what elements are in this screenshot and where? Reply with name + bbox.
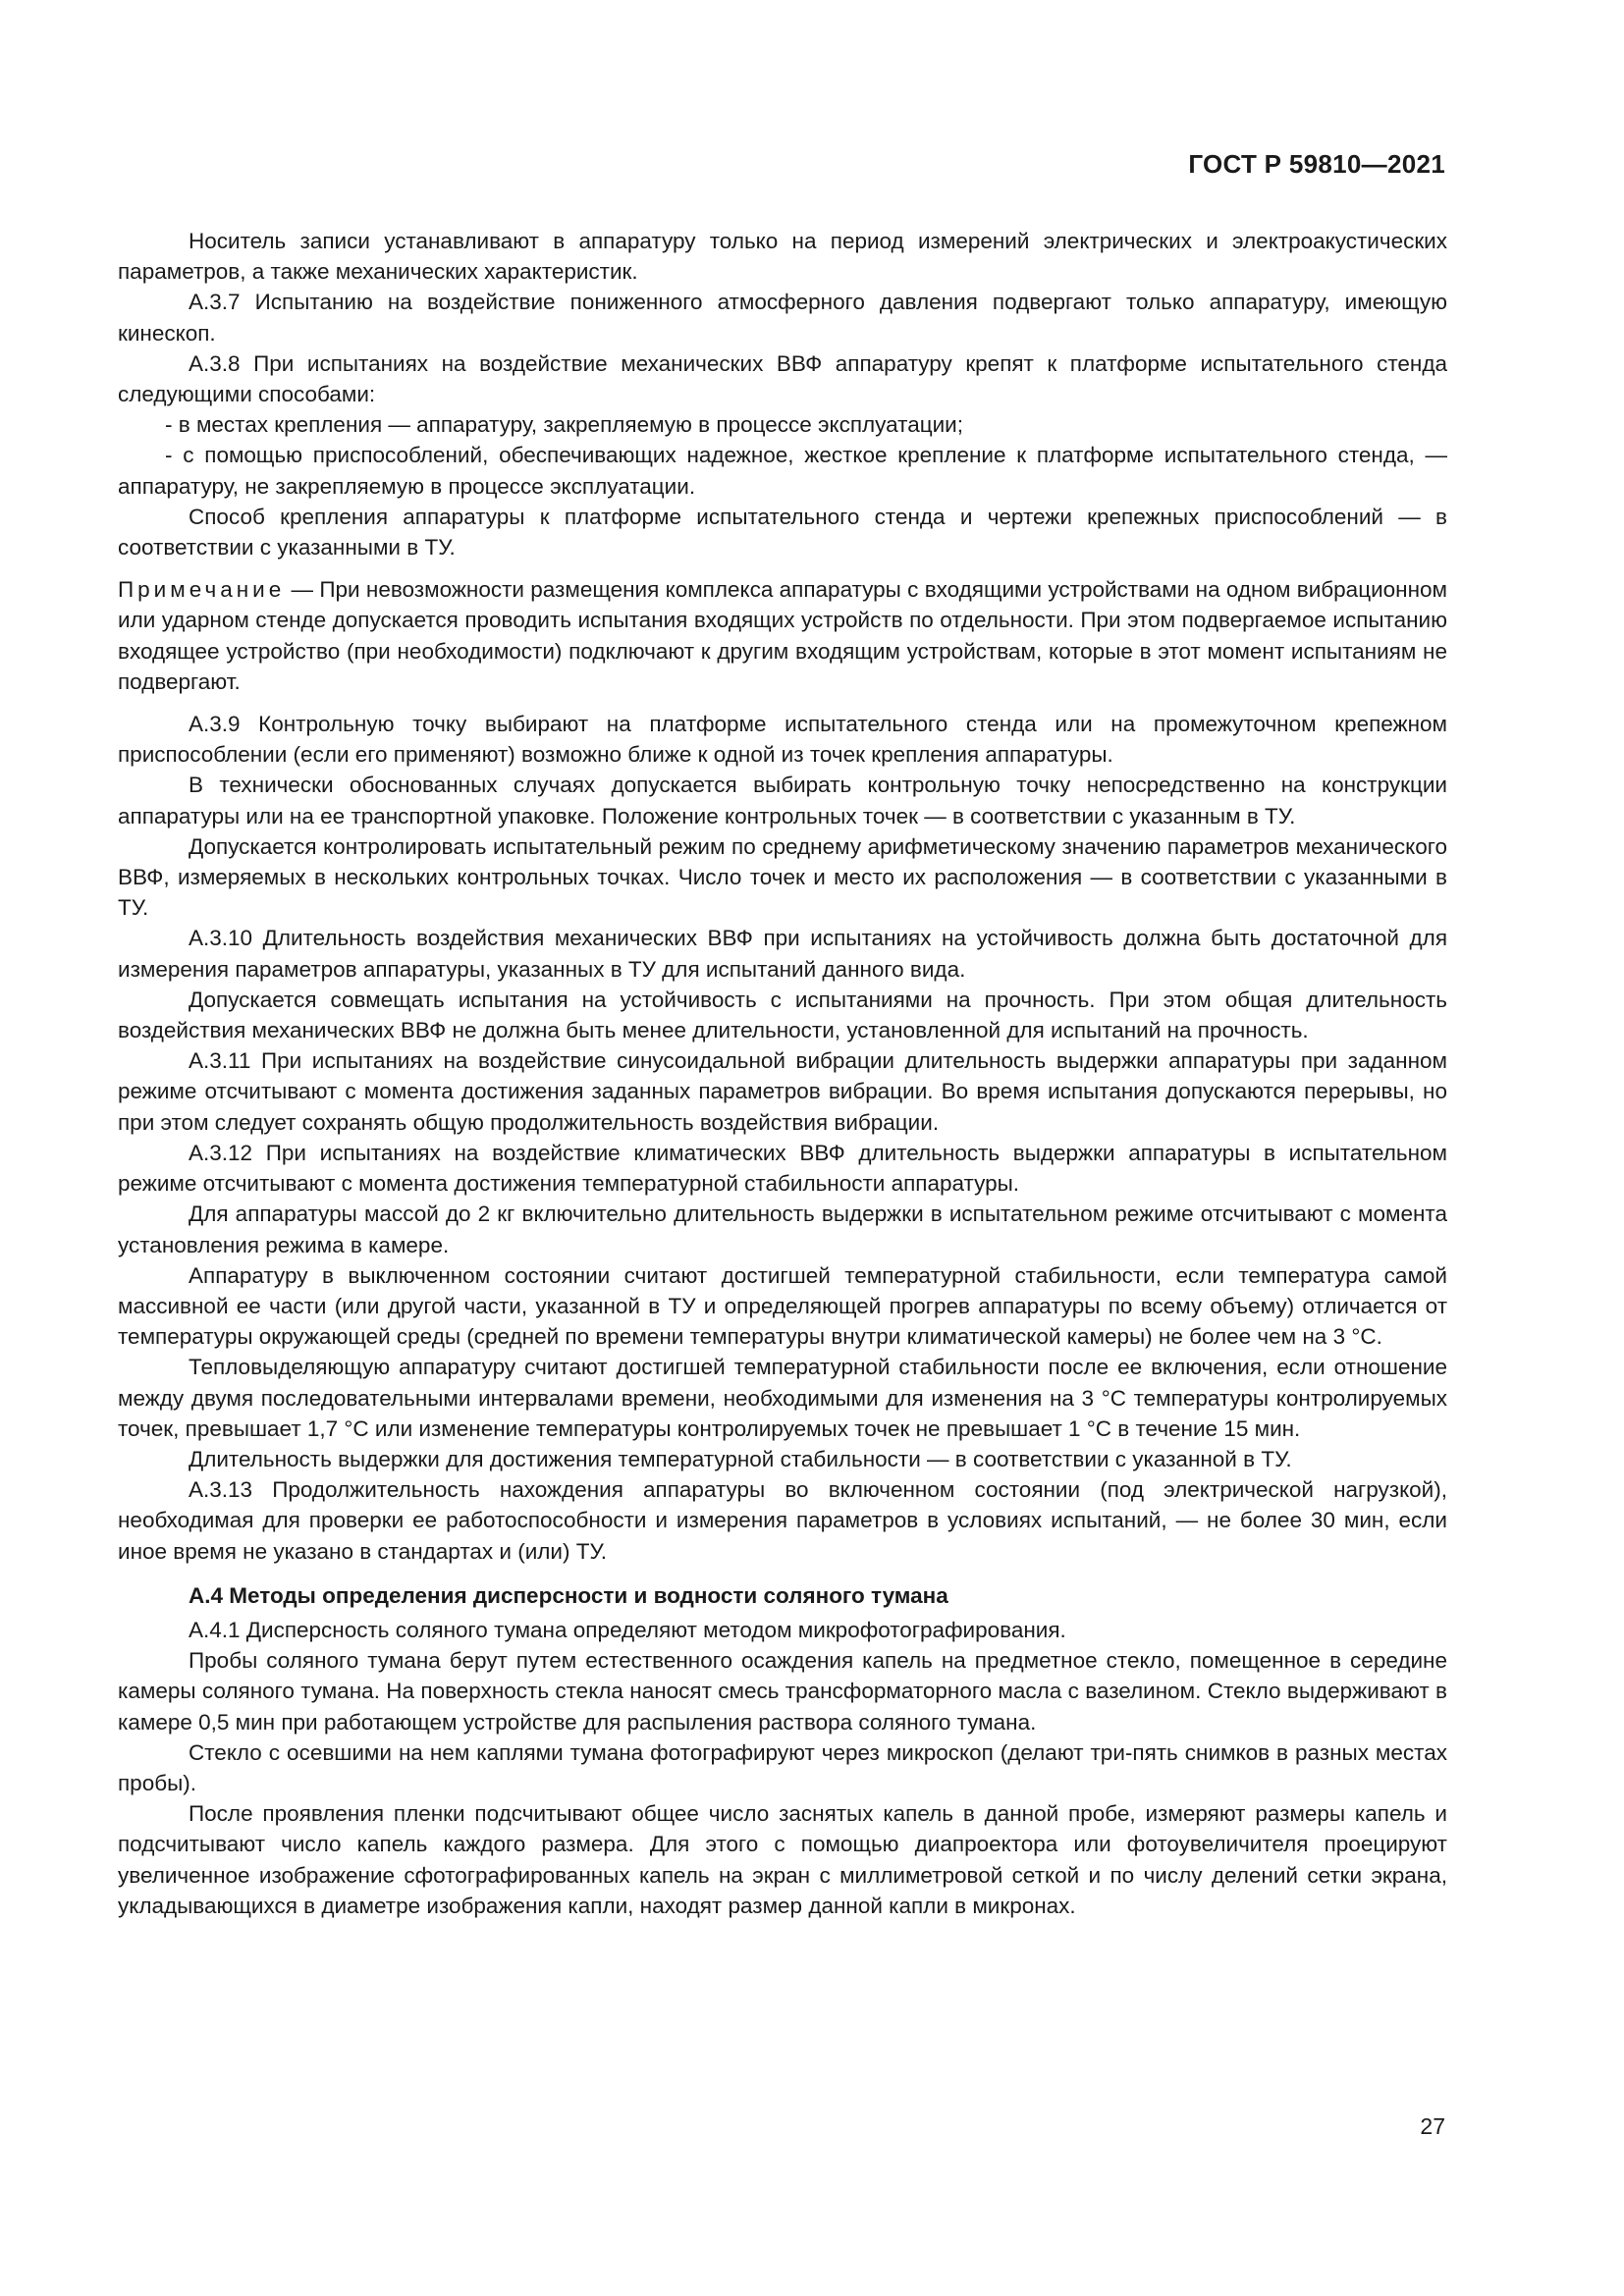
document-body bbox=[118, 226, 1447, 1921]
paragraph-a-3-13: А.3.13 Продолжительность нахождения аппаратуры во включенном состоянии (под электрической нагрузкой), необходимая для проверки ее работоспособности и измерения параметров в условиях испытаний, — не более 30 мин, если иное время не указано в стандартах и (или) ТУ. bbox=[118, 1477, 1447, 1564]
paragraph: После проявления пленки подсчитывают общее число заснятых капель в данной пробе, измеряют размеры капель и подсчитывают число капель каждого размера. Для этого с помощью диапроектора или фотоувеличителя проецируют увеличенное изображение сфотографированных капель на экран с миллиметровой сеткой и по числу делений сетки экрана, укладывающихся в диаметре изображения капли, находят размер данной капли в микронах. bbox=[118, 1801, 1447, 1918]
paragraph-a-3-9: А.3.9 Контрольную точку выбирают на платформе испытательного стенда или на промежуточном крепежном приспособлении (если его применяют) возможно ближе к одной из точек крепления аппаратуры. bbox=[118, 712, 1447, 768]
paragraph: Допускается совмещать испытания на устойчивость с испытаниями на прочность. При этом общая длительность воздействия механических ВВФ не должна быть менее длительности, установленной для испытаний на прочность. bbox=[118, 987, 1447, 1043]
paragraph: Способ крепления аппаратуры к платформе испытательного стенда и чертежи крепежных приспособлений — в соответствии с указанными в ТУ. bbox=[118, 504, 1447, 561]
paragraph-a-3-8: А.3.8 При испытаниях на воздействие механических ВВФ аппаратуру крепят к платформе испытательного стенда следующими способами: bbox=[118, 350, 1447, 407]
list-item: - в местах крепления — аппаратуру, закрепляемую в процессе эксплуатации; bbox=[165, 412, 963, 438]
paragraph: Допускается контролировать испытательный режим по среднему арифметическому значению параметров механического ВВФ, измеряемых в нескольких контрольных точках. Число точек и место их расположения — в соответствии с указанными в ТУ. bbox=[118, 833, 1447, 921]
note bbox=[118, 574, 1447, 697]
paragraph: Для аппаратуры массой до 2 кг включительно длительность выдержки в испытательном режиме отсчитывают с момента установления режима в камере. bbox=[118, 1201, 1447, 1257]
paragraph-a-4-1: А.4.1 Дисперсность соляного тумана определяют методом микрофотографирования. bbox=[189, 1617, 1066, 1642]
paragraph: В технически обоснованных случаях допускается выбирать контрольную точку непосредственно на конструкции аппаратуры или на ее транспортной упаковке. Положение контрольных точек — в соответствии с указанным в ТУ. bbox=[118, 773, 1447, 828]
paragraph-a-3-11: А.3.11 При испытаниях на воздействие синусоидальной вибрации длительность выдержки аппаратуры при заданном режиме отсчитывают с момента достижения заданных параметров вибрации. Во время испытания допускаются перерывы, но при этом следует сохранять общую продолжительность воздействия вибрации. bbox=[118, 1048, 1447, 1135]
page-number: 27 bbox=[1420, 2113, 1445, 2139]
paragraph-a-3-7: А.3.7 Испытанию на воздействие пониженного атмосферного давления подвергают только аппаратуру, имеющую кинескоп. bbox=[118, 290, 1447, 346]
paragraph: Пробы соляного тумана берут путем естественного осаждения капель на предметное стекло, помещенное в середине камеры соляного тумана. На поверхность стекла наносят смесь трансформаторного масла с вазелином. Стекло выдерживают в камере 0,5 мин при работающем устройстве для распыления раствора соляного тумана. bbox=[118, 1648, 1447, 1735]
document-code: ГОСТ Р 59810—2021 bbox=[1188, 149, 1445, 179]
note-text: — При невозможности размещения комплекса аппаратуры с входящими устройствами на одном вибрационном или ударном стенде допускается проводить испытания входящих устройств по отдельности. При этом подвергаемое испытанию входящее устройство (при необходимости) подключают к другим входящим устройствам, которые в этот момент испытаниям не подвергают. bbox=[118, 577, 1447, 694]
paragraph: Тепловыделяющую аппаратуру считают достигшей температурной стабильности после ее включения, если отношение между двумя последовательными интервалами времени, необходимыми для изменения на 3 °С температуры контролируемых точек, превышает 1,7 °С или изменение температуры контролируемых точек не превышает 1 °С в течение 15 мин. bbox=[118, 1355, 1447, 1441]
paragraph: Носитель записи устанавливают в аппаратуру только на период измерений электрических и электроакустических параметров, а также механических характеристик. bbox=[118, 229, 1447, 285]
paragraph: Стекло с осевшими на нем каплями тумана фотографируют через микроскоп (делают три-пять снимков в разных местах пробы). bbox=[118, 1739, 1447, 1795]
paragraph-a-3-12: А.3.12 При испытаниях на воздействие климатических ВВФ длительность выдержки аппаратуры в испытательном режиме отсчитывают с момента достижения температурной стабильности аппаратуры. bbox=[118, 1140, 1447, 1197]
paragraph-a-3-10: А.3.10 Длительность воздействия механических ВВФ при испытаниях на устойчивость должна быть достаточной для измерения параметров аппаратуры, указанных в ТУ для испытаний данного вида. bbox=[118, 926, 1447, 982]
paragraph: Длительность выдержки для достижения температурной стабильности — в соответствии с указанной в ТУ. bbox=[189, 1446, 1292, 1471]
section-heading-a-4: А.4 Методы определения дисперсности и водности соляного тумана bbox=[189, 1582, 948, 1608]
note-label: Примечание bbox=[118, 577, 286, 603]
paragraph: Аппаратуру в выключенном состоянии считают достигшей температурной стабильности, если температура самой массивной ее части (или другой части, указанной в ТУ и определяющей прогрев аппаратуры по всему объему) отличается от температуры окружающей среды (средней по времени температуры внутри климатической камеры) не более чем на 3 °С. bbox=[118, 1262, 1447, 1350]
list-item: - с помощью приспособлений, обеспечивающих надежное, жесткое крепление к платформе испытательного стенда, — аппаратуру, не закрепляемую в процессе эксплуатации. bbox=[118, 443, 1447, 499]
